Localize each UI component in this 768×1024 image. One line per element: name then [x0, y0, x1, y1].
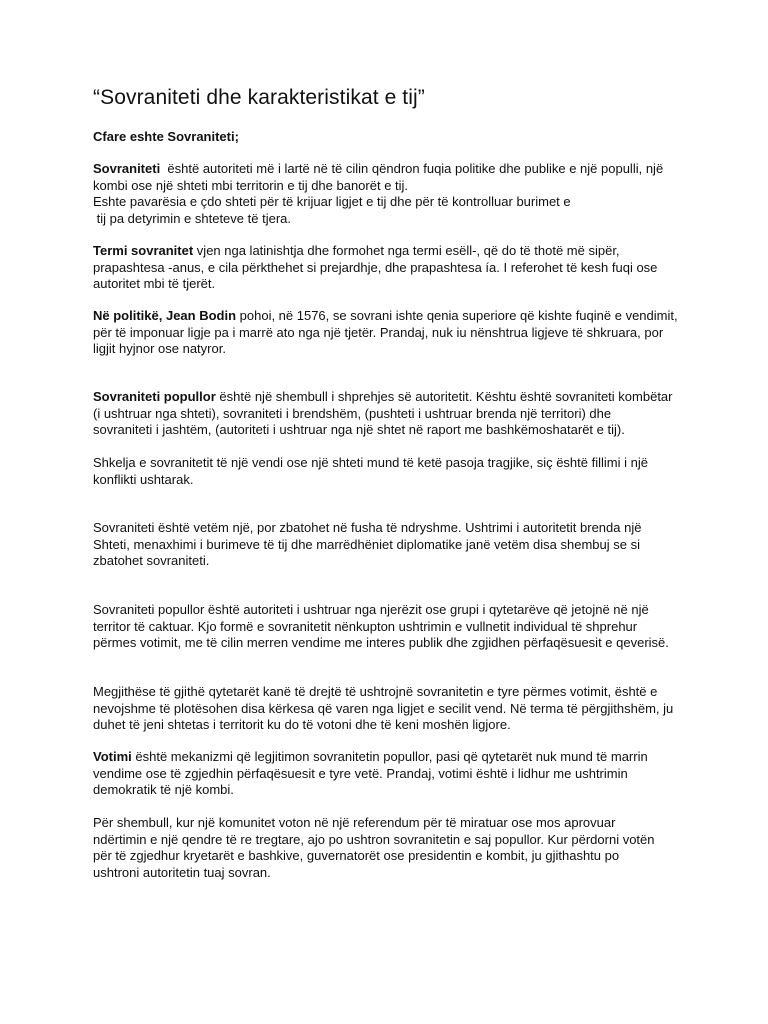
- paragraph-line: [93, 389, 685, 406]
- paragraph-lead-term: Sovraniteti popullor: [93, 389, 216, 404]
- paragraph-line: autoritet mbi të tjerët.: [93, 276, 216, 292]
- paragraph-line: nevojshme të plotësohen disa kërkesa që varen nga ligjet e secilit vend. Në terma të përgjithshëm, ju: [93, 700, 674, 716]
- paragraph-sovraniteti-popullor: [93, 389, 685, 439]
- paragraph-line: përmes votimit, me të cilin merren vendime me interes publik dhe zgjidhen përfaqësuesit e qeverisë.: [93, 635, 669, 651]
- paragraph-sovraniteti-vetem-nje: [93, 520, 685, 570]
- paragraph-line: duhet të jeni shtetas i territorit ku do të votoni dhe të keni moshën ligjore.: [93, 717, 511, 733]
- paragraph-line: [93, 749, 685, 766]
- paragraph-line: Megjithëse të gjithë qytetarët kanë të drejtë të ushtrojnë sovranitetin e tyre përmes votimit, është e: [93, 684, 658, 699]
- paragraph-sovraniteti: [93, 161, 685, 228]
- paragraph-line: demokratik të një kombi.: [93, 782, 234, 798]
- paragraph-line: ligjit hyjnor ose natyror.: [93, 341, 226, 357]
- paragraph-line: zbatohet sovraniteti.: [93, 553, 210, 569]
- paragraph-line: (i ushtruar nga shteti), sovraniteti i brendshëm, (pushteti i ushtruar brenda një territori) dhe: [93, 405, 612, 421]
- paragraph-line-text: është autoriteti më i lartë në të cilin qëndron fuqia politike dhe publike e një populli, një: [160, 161, 664, 176]
- paragraph-per-shembull: [93, 815, 685, 882]
- paragraph-line: Shkelja e sovranitetit të një vendi ose një shteti mund të ketë pasoja tragjike, siç është fillimi i një: [93, 455, 648, 470]
- paragraph-votimi: [93, 749, 685, 799]
- paragraph-line: vendime ose të zgjedhin përfaqësuesit e tyre vetë. Prandaj, votimi është i lidhur me ushtrimin: [93, 765, 628, 781]
- paragraph-line: Shteti, menaxhimi i burimeve të tij dhe marrëdhëniet diplomatike janë vetëm disa shembuj se si: [93, 536, 640, 552]
- document-subtitle: Cfare eshte Sovraniteti;: [93, 129, 239, 144]
- paragraph-line-text: është një shembull i shprehjes së autoritetit. Kështu është sovraniteti kombëtar: [215, 389, 673, 404]
- paragraph-lead-term: Sovraniteti: [93, 161, 161, 176]
- paragraph-line: prapashtesa -anus, e cila përkthehet si prejardhje, dhe prapashtesa ía. I referohet të kesh fuqi ose: [93, 259, 658, 275]
- paragraph-line: kombi ose një shteti mbi territorin e tij dhe banorët e tij.: [93, 177, 409, 193]
- paragraph-line: sovraniteti i jashtëm, (autoriteti i ushtruar nga një shtet në raport me bashkëmoshatarët e tij).: [93, 422, 625, 438]
- paragraph-line: Për shembull, kur një komunitet voton në një referendum për të miratuar ose mos aprovuar: [93, 815, 616, 830]
- paragraph-megjithese: [93, 684, 685, 734]
- paragraph-termi-sovranitet: [93, 243, 685, 293]
- paragraph-line: [93, 308, 685, 325]
- paragraph-line: konflikti ushtarak.: [93, 471, 194, 487]
- document-title: “Sovraniteti dhe karakteristikat e tij”: [93, 86, 425, 109]
- paragraph-line: [93, 243, 685, 260]
- paragraph-sovraniteti-popullor-2: [93, 602, 685, 652]
- paragraph-line-text: është mekanizmi që legjitimon sovranitetin popullor, pasi që qytetarët nuk mund të marrin: [131, 749, 648, 764]
- paragraph-line: për të zgjedhur kryetarët e bashkive, guvernatorët ose presidentin e kombit, ju gjithashtu po: [93, 848, 620, 864]
- paragraph-lead-term: Termi sovranitet: [93, 243, 194, 258]
- paragraph-line: ndërtimin e një qendre të re tregtare, ajo po ushtron sovranitetin e saj popullor. Kur përdorni votën: [93, 831, 655, 847]
- paragraph-lead-term: Në politikë, Jean Bodin: [93, 308, 237, 323]
- paragraph-line: Sovraniteti popullor është autoriteti i ushtruar nga njerëzit ose grupi i qytetarëve që jetojnë në një: [93, 602, 649, 617]
- paragraph-jean-bodin: [93, 308, 685, 358]
- paragraph-line: për të imponuar ligje pa i marrë ato nga një tjetër. Prandaj, nuk iu nënshtrua ligjeve të shkruara, por: [93, 324, 664, 340]
- paragraph-lead-term: Votimi: [93, 749, 132, 764]
- paragraph-line: Sovraniteti është vetëm një, por zbatohet në fusha të ndryshme. Ushtrimi i autoritetit brenda një: [93, 520, 642, 535]
- paragraph-line-text: pohoi, në 1576, se sovrani ishte qenia superiore që kishte fuqinë e vendimit,: [236, 308, 678, 323]
- paragraph-line: Eshte pavarësia e çdo shteti për të krijuar ligjet e tij dhe për të kontrolluar burimet e: [93, 194, 571, 210]
- paragraph-line: tij pa detyrimin e shteteve të tjera.: [93, 211, 291, 227]
- paragraph-line-text: vjen nga latinishtja dhe formohet nga termi esëll-, që do të thotë më sipër,: [193, 243, 620, 258]
- paragraph-line: [93, 161, 685, 178]
- paragraph-line: ushtroni autoritetin tuaj sovran.: [93, 865, 271, 881]
- paragraph-shkelja: [93, 455, 685, 488]
- paragraph-line: territor të caktuar. Kjo formë e sovranitetit nënkupton ushtrimin e vullnetit individual të shprehur: [93, 618, 638, 634]
